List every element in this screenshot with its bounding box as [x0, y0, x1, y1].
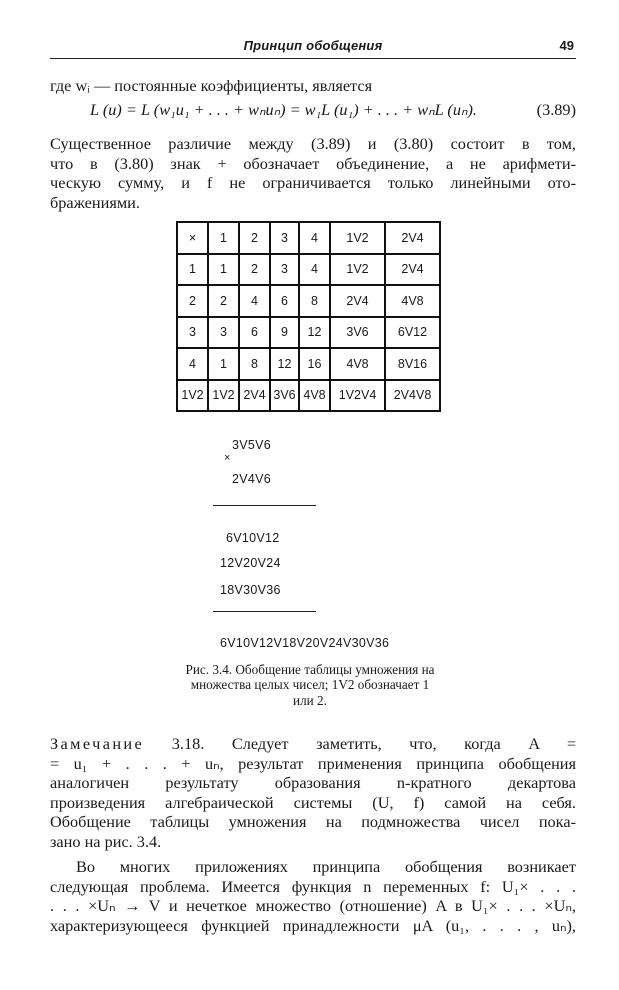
- page-header: [50, 38, 576, 59]
- paragraph-line: Существенное различие между (3.89) и (3.80) состоит в том,: [50, 134, 576, 153]
- table-cell: 9: [270, 317, 299, 349]
- table-cell: 2: [208, 285, 239, 317]
- table-cell: 3: [270, 222, 299, 254]
- table-cell: 4: [299, 222, 330, 254]
- calc-divider-top: [213, 505, 316, 506]
- multiplier: 2V4V6: [232, 472, 272, 486]
- table-row: [177, 348, 440, 380]
- table-row: [177, 285, 440, 317]
- table-cell: 6: [239, 317, 270, 349]
- table-row: [177, 317, 440, 349]
- table-cell: 2: [239, 222, 270, 254]
- remark-first-line: [50, 734, 576, 754]
- table-row: [177, 380, 440, 412]
- caption-line: множества целых чисел; 1V2 обозначает 1: [190, 677, 430, 693]
- table-cell: 2V4: [385, 254, 440, 286]
- remark-line: = u₁ + . . . + uₙ, результат применения принципа обобщения: [50, 753, 576, 773]
- table-cell: 12: [270, 348, 299, 380]
- table-cell: 4: [299, 254, 330, 286]
- table-cell: 8: [239, 348, 270, 380]
- table-cell: 1: [208, 222, 239, 254]
- table-cell: 3V6: [330, 317, 385, 349]
- multiplicand: 3V5V6: [232, 438, 272, 452]
- table-header-row: [177, 222, 440, 254]
- table-cell: 1V2: [177, 380, 208, 412]
- partial-product: 18V30V36: [220, 583, 281, 597]
- table-cell: 3: [270, 254, 299, 286]
- remark-3-18: [50, 734, 576, 852]
- paragraph-line: характеризующееся функцией принадлежности μA (u₁, . . . , uₙ),: [50, 915, 576, 935]
- table-cell: 6: [270, 285, 299, 317]
- running-title: Принцип обобщения: [243, 38, 383, 53]
- paragraph-line: Во многих приложениях принципа обобщения возникает: [76, 857, 576, 876]
- formula-expression: L (u) = L (w₁u₁ + . . . + wₙuₙ) = w₁L (u₁) + . . . + wₙL (uₙ).: [90, 100, 477, 119]
- table-cell: 4: [239, 285, 270, 317]
- formula-number: (3.89): [536, 100, 576, 119]
- page-number: 49: [559, 38, 574, 53]
- table-cell: 3V6: [270, 380, 299, 412]
- caption-line: или 2.: [293, 692, 327, 708]
- calc-divider-bottom: [213, 611, 316, 612]
- table-row: [177, 254, 440, 286]
- paragraph-difference: [50, 134, 576, 212]
- table-cell: 1: [208, 348, 239, 380]
- table-cell: ×: [177, 222, 208, 254]
- multiply-sign: ×: [224, 452, 231, 464]
- paragraph-line: бражениями.: [50, 192, 140, 212]
- paragraph-line: . . . ×Uₙ → V и нечеткое множество (отношение) A в U₁× . . . ×Uₙ,: [50, 896, 576, 916]
- figure-caption: [140, 662, 480, 708]
- remark-line: Обобщение таблицы умножения на подмножества чисел пока-: [50, 812, 576, 832]
- remark-line: зано на рис. 3.4.: [50, 831, 162, 851]
- table-cell: 4V8: [330, 348, 385, 380]
- table-cell: 6V12: [385, 317, 440, 349]
- table-cell: 4V8: [299, 380, 330, 412]
- formula-3-89: [90, 100, 576, 120]
- table-cell: 1V2V4: [330, 380, 385, 412]
- table-cell: 8V16: [385, 348, 440, 380]
- paragraph-problem: [50, 857, 576, 935]
- table-cell: 4V8: [385, 285, 440, 317]
- caption-line: Рис. 3.4. Обобщение таблицы умножения на: [185, 662, 435, 677]
- partial-product: 12V20V24: [220, 556, 281, 570]
- product-result: 6V10V12V18V20V24V30V36: [220, 636, 390, 650]
- partial-product: 6V10V12: [226, 531, 280, 545]
- remark-line: аналогичен результату образования n-кратного декартова: [50, 773, 576, 793]
- table-cell: 2: [239, 254, 270, 286]
- paragraph-line: следующая проблема. Имеется функция n переменных f: U₁× . . .: [50, 876, 576, 896]
- table-cell: 2V4: [385, 222, 440, 254]
- remark-line: произведения алгебраической системы (U, f) самой на себя.: [50, 792, 576, 812]
- table-cell: 2: [177, 285, 208, 317]
- intro-text: где wᵢ — постоянные коэффициенты, является: [50, 76, 373, 95]
- table-cell: 3: [208, 317, 239, 349]
- table-cell: 3: [177, 317, 208, 349]
- table-cell: 2V4: [239, 380, 270, 412]
- paragraph-line: что в (3.80) знак + обозначает объединение, а не арифмети-: [50, 153, 576, 173]
- table-cell: 12: [299, 317, 330, 349]
- remark-title: Замечание: [50, 734, 145, 753]
- multiplication-table: [176, 221, 441, 412]
- table-cell: 1: [177, 254, 208, 286]
- remark-line: 3.18. Следует заметить, что, когда A =: [144, 734, 576, 753]
- table-cell: 4: [177, 348, 208, 380]
- table-cell: 2V4V8: [385, 380, 440, 412]
- table-cell: 1V2: [330, 222, 385, 254]
- table-cell: 2V4: [330, 285, 385, 317]
- table-cell: 8: [299, 285, 330, 317]
- table-cell: 16: [299, 348, 330, 380]
- table-cell: 1: [208, 254, 239, 286]
- paragraph-line: ческую сумму, и f не ограничивается только линейными ото-: [50, 173, 576, 193]
- table-cell: 1V2: [208, 380, 239, 412]
- table-cell: 1V2: [330, 254, 385, 286]
- intro-line: [50, 76, 576, 96]
